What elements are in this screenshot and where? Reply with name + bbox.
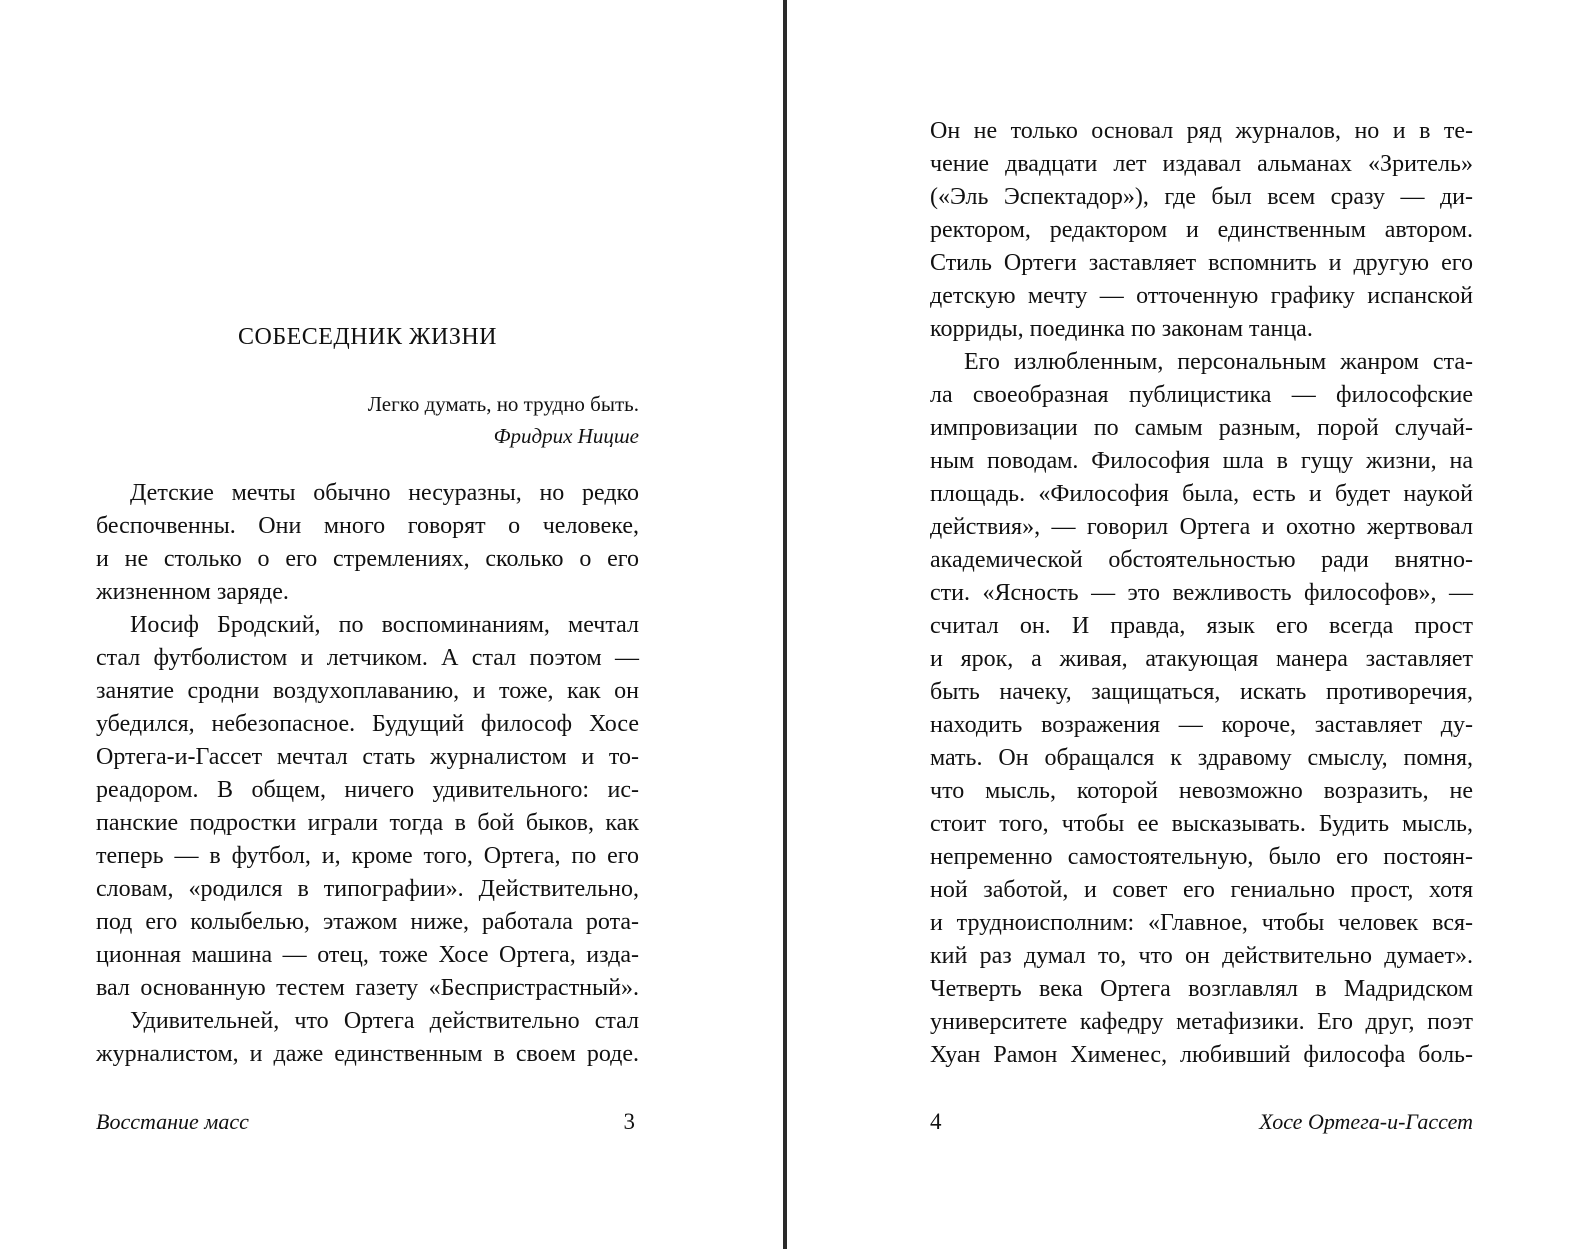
text-line: ректором, редактором и единственным автором.	[930, 217, 1473, 243]
text-line: и не столько о его стремлениях, сколько о его	[96, 546, 639, 572]
text-line: сти. «Ясность — это вежливость философов», —	[930, 580, 1473, 606]
text-line: журналистом, и даже единственным в своем роде.	[96, 1041, 639, 1067]
text-line: реадором. В общем, ничего удивительного: ис-	[96, 777, 639, 803]
running-title: Хосе Ортега-и-Гассет	[1259, 1109, 1473, 1134]
text-line: («Эль Эспектадор»), где был всем сразу — ди-	[930, 184, 1473, 210]
text-line: ционная машина — отец, тоже Хосе Ортега, изда-	[96, 942, 639, 968]
text-line: площадь. «Философия была, есть и будет наукой	[930, 481, 1473, 507]
text-line: мать. Он обращался к здравому смыслу, помня,	[930, 745, 1473, 771]
right-page	[787, 0, 1584, 1249]
text-line: беспочвенны. Они много говорят о человеке,	[96, 513, 639, 539]
text-line: ным поводам. Философия шла в гущу жизни, на	[930, 448, 1473, 474]
text-line: быть начеку, защищаться, искать противоречия,	[930, 679, 1473, 705]
text-line: действия», — говорил Ортега и охотно жертвовал	[930, 514, 1473, 540]
text-line: находить возражения — короче, заставляет ду-	[930, 712, 1473, 738]
text-line: вал основанную тестем газету «Беспристрастный».	[96, 975, 639, 1001]
epigraph-author: Фридрих Ницше	[493, 424, 639, 448]
epigraph	[96, 388, 639, 452]
text-line: убедился, небезопасное. Будущий философ Хосе	[96, 711, 639, 737]
text-line: Хуан Рамон Хименес, любивший философа боль-	[930, 1042, 1473, 1068]
text-line: панские подростки играли тогда в бой быков, как	[96, 810, 639, 836]
text-line: Четверть века Ортега возглавлял в Мадридском	[930, 976, 1473, 1002]
text-line: что мысль, которой невозможно возразить, не	[930, 778, 1473, 804]
text-line: корриды, поединка по законам танца.	[930, 316, 1313, 342]
left-body-text	[96, 477, 639, 1071]
left-page	[0, 0, 783, 1249]
text-line: ла своеобразная публицистика — философские	[930, 382, 1473, 408]
page-number: 4	[930, 1109, 942, 1134]
text-line: детскую мечту — отточенную графику испанской	[930, 283, 1473, 309]
text-line: занятие сродни воздухоплаванию, и тоже, как он	[96, 678, 639, 704]
text-line: Удивительней, что Ортега действительно стал	[130, 1008, 639, 1034]
text-line: теперь — в футбол, и, кроме того, Ортега, по его	[96, 843, 639, 869]
epigraph-text: Легко думать, но трудно быть.	[367, 392, 639, 416]
text-line: Он не только основал ряд журналов, но и в те-	[930, 118, 1473, 144]
text-line: Ортега-и-Гассет мечтал стать журналистом и то-	[96, 744, 639, 770]
text-line: и ярок, а живая, атакующая манера заставляет	[930, 646, 1473, 672]
running-title: Восстание масс	[96, 1109, 249, 1134]
right-footer	[930, 1106, 1473, 1138]
text-line: ной заботой, и совет его гениально прост, хотя	[930, 877, 1473, 903]
text-line: Его излюбленным, персональным жанром ста-	[964, 349, 1473, 375]
text-line: считал он. И правда, язык его всегда прост	[930, 613, 1473, 639]
text-line: чение двадцати лет издавал альманах «Зритель»	[930, 151, 1473, 177]
text-line: университете кафедру метафизики. Его друг, поэт	[930, 1009, 1473, 1035]
text-line: непременно самостоятельную, было его постоян-	[930, 844, 1473, 870]
text-line: под его колыбелью, этажом ниже, работала рота-	[96, 909, 639, 935]
left-footer	[96, 1106, 639, 1138]
text-line: и трудноисполним: «Главное, чтобы человек вся-	[930, 910, 1473, 936]
text-line: жизненном заряде.	[96, 579, 289, 605]
page-number: 3	[623, 1109, 635, 1134]
text-line: стоит того, чтобы ее высказывать. Будить мысль,	[930, 811, 1473, 837]
text-line: словам, «родился в типографии». Действительно,	[96, 876, 639, 902]
right-body-text	[930, 115, 1473, 1072]
text-line: стал футболистом и летчиком. А стал поэтом —	[96, 645, 639, 671]
text-line: импровизации по самым разным, порой случай-	[930, 415, 1473, 441]
text-line: Детские мечты обычно несуразны, но редко	[130, 480, 639, 506]
text-line: Стиль Ортеги заставляет вспомнить и другую его	[930, 250, 1473, 276]
chapter-title: СОБЕСЕДНИК ЖИЗНИ	[237, 324, 497, 350]
text-line: кий раз думал то, что он действительно думает».	[930, 943, 1473, 969]
text-line: академической обстоятельностью ради внятно-	[930, 547, 1473, 573]
text-line: Иосиф Бродский, по воспоминаниям, мечтал	[130, 612, 639, 638]
